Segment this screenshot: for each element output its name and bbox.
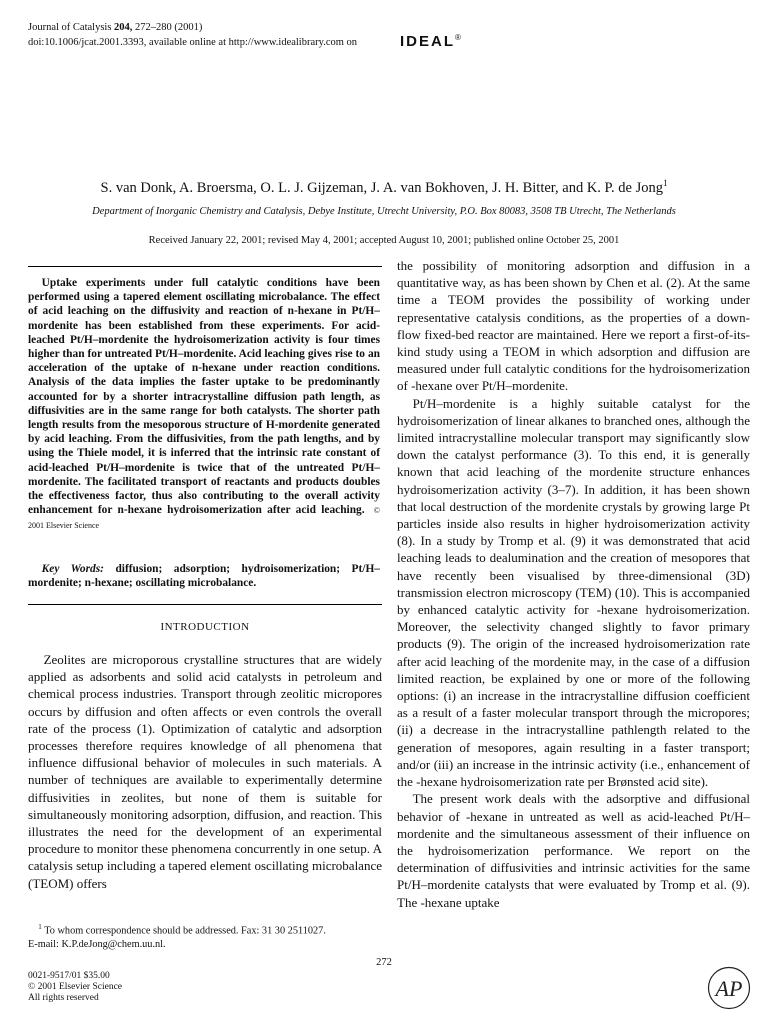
ap-logo-text: AP <box>715 976 743 1001</box>
issn-price: 0021-9517/01 $35.00 <box>28 971 110 981</box>
journal-pages-year: 272–280 (2001) <box>135 22 203 33</box>
footnote <box>28 920 382 952</box>
footnote-email: E-mail: K.P.deJong@chem.uu.nl. <box>28 939 166 951</box>
keywords-label: Key Words: <box>41 563 104 575</box>
abstract-top-rule <box>28 266 382 267</box>
author-list <box>0 178 768 197</box>
journal-name: Journal of Catalysis <box>28 22 112 33</box>
doi-line: doi:10.1006/jcat.2001.3393, available online at http://www.idealibrary.com on <box>28 37 358 48</box>
affiliation: Department of Inorganic Chemistry and Catalysis, Debye Institute, Utrecht University, P.O. Box 80083, 3508 TB Utrecht, The Netherlands <box>92 206 676 217</box>
intro-paragraph-3: The present work deals with the adsorptive and diffusional behavior of -hexane in untreated as well as acid-leached Pt/H–mordenite and the simultaneous assessment of their influence on the hydroisomerization performance. We report on the determination of diffusivities and intrinsic activities for the same Pt/H–mordenite catalysts that were evaluated by Tromp et al. (9). The -hexane uptake <box>397 791 750 910</box>
right-column-body <box>397 257 750 911</box>
keywords <box>28 562 380 590</box>
journal-header <box>28 20 357 50</box>
citation-line <box>28 20 357 35</box>
copyright-notice: © 2001 Elsevier Science <box>28 982 123 992</box>
footnote-fax: To whom correspondence should be addressed. Fax: 31 30 2511027. <box>44 925 326 937</box>
abstract <box>28 276 380 534</box>
abstract-bottom-rule <box>28 604 382 605</box>
page-number: 272 <box>376 957 392 968</box>
academic-press-logo <box>707 966 751 1010</box>
footnote-line-1 <box>28 920 382 938</box>
footnote-mark: 1 <box>38 923 42 931</box>
author-footnote-mark: 1 <box>662 178 668 188</box>
keywords-text: diffusion; adsorption; hydroisomerization; Pt/H–mordenite; n-hexane; oscillating microbalance. <box>28 563 380 590</box>
rights-notice: All rights reserved <box>28 993 99 1003</box>
abstract-copyright: © 2001 Elsevier Science <box>28 506 380 531</box>
intro-paragraph-1: Zeolites are microporous crystalline structures that are widely applied as adsorbents and solid acid catalysts in petroleum and chemical process industries. Transport through zeolitic micropores occurs by diffusion and often affects or even controls the overall rate of the process (1). Optimization of catalytic and adsorption processes therefore requires knowledge of all phenomena that influence diffusional behavior of molecules in such materials. A number of techniques are available to experimentally determine diffusivities in zeolites, but none of them is suitable for simultaneously monitoring adsorption, diffusion, and reaction. This illustrates the need for the development of an experimental procedure to monitor these phenomena concurrently in one setup. A catalysis setup including a tapered element oscillating microbalance (TEOM) offers <box>28 652 382 891</box>
publication-info <box>28 971 122 1004</box>
journal-volume: 204, <box>114 22 133 33</box>
intro-paragraph-2: Pt/H–mordenite is a highly suitable catalyst for the hydroisomerization of linear alkanes to branched ones, although the limited intracrystalline molecular transport may significantly slow down the catalyst performance (3). To this end, it is generally known that acid leaching of the mordenite structure enhances hydroisomerization activity (3–7). In addition, it has been shown that local destruction of the mordenite crystals by growing large Pt particles inside also results in higher hydroisomerization activity (8). In a study by Tromp et al. (9) it was demonstrated that acid leaching leads to dealumination and the creation of mesopores that have recently been visualised by three-dimensional (3D) transmission electron microscopy (TEM) (10). This is accompanied by enhanced catalytic activity for -hexane hydroisomerization. Moreover, the selectivity changed slightly to favor primary products (9). The origin of the increased hydroisomerization rate after acid leaching of the mordenite may, in the case of a diffusion limited reaction, be explained by one or more of the following options: (i) an increase in the intracrystalline diffusion coefficient as a result of a faster molecular transport through the micropores; (ii) a decrease in the intracrystalline pathlength related to the generation of mesopores, again resulting in a faster transport; and/or (iii) an increase in the intrinsic activity (i.e., enhancement of the -hexane hydroisomerization rate per Brønsted acid site). <box>397 395 750 790</box>
left-column-body <box>28 651 382 892</box>
registered-mark: ® <box>455 33 463 42</box>
abstract-text: Uptake experiments under full catalytic conditions have been performed using a tapered element oscillating microbalance. The effect of acid leaching on the diffusivity and reaction of n-hexane in Pt/H–mordenite has been established from these experiments. For acid-leached Pt/H–mordenite the hydroisomerization activity is four times higher than for untreated Pt/H–mordenite. Acid leaching gives rise to an acceleration of the uptake of n-hexane under reaction conditions. Analysis of the data implies the faster uptake to be predominantly accounted for by a shorter intracrystalline diffusion path length, as diffusivities are in the same range for both catalysts. The shorter path length results from the mesoporous structure of H-mordenite generated by acid leaching. From the diffusivities, from the path lengths, and by using the Thiele model, it is inferred that the intrinsic rate constant of acid-leached Pt/H–mordenite is twice that of the untreated Pt/H–mordenite. The facilitated transport of reactants and products doubles the effectiveness factor, thus also contributing to the overall activity enhancement for n-hexane hydroisomerization after acid leaching. <box>28 277 380 517</box>
ideal-logo <box>400 33 463 50</box>
received-dates: Received January 22, 2001; revised May 4, 2001; accepted August 10, 2001; published online October 25, 2001 <box>148 235 620 246</box>
authors-text: S. van Donk, A. Broersma, O. L. J. Gijzeman, J. A. van Bokhoven, J. H. Bitter, and K. P. de Jong <box>100 179 663 196</box>
section-heading-introduction: INTRODUCTION <box>160 621 250 633</box>
intro-paragraph-continued: the possibility of monitoring adsorption and diffusion in a quantitative way, as has been shown by Chen et al. (2). At the same time a TEOM provides the possibility of working under representative catalysis conditions, as the properties of a down-flow fixed-bed reactor are maintained. Here we report a first-of-its-kind study using a TEOM in which adsorption and diffusion are measured under full catalytic conditions for the hydroisomerization of -hexane over Pt/H–mordenite. <box>397 258 750 394</box>
ideal-logo-text: IDEAL <box>400 33 455 50</box>
